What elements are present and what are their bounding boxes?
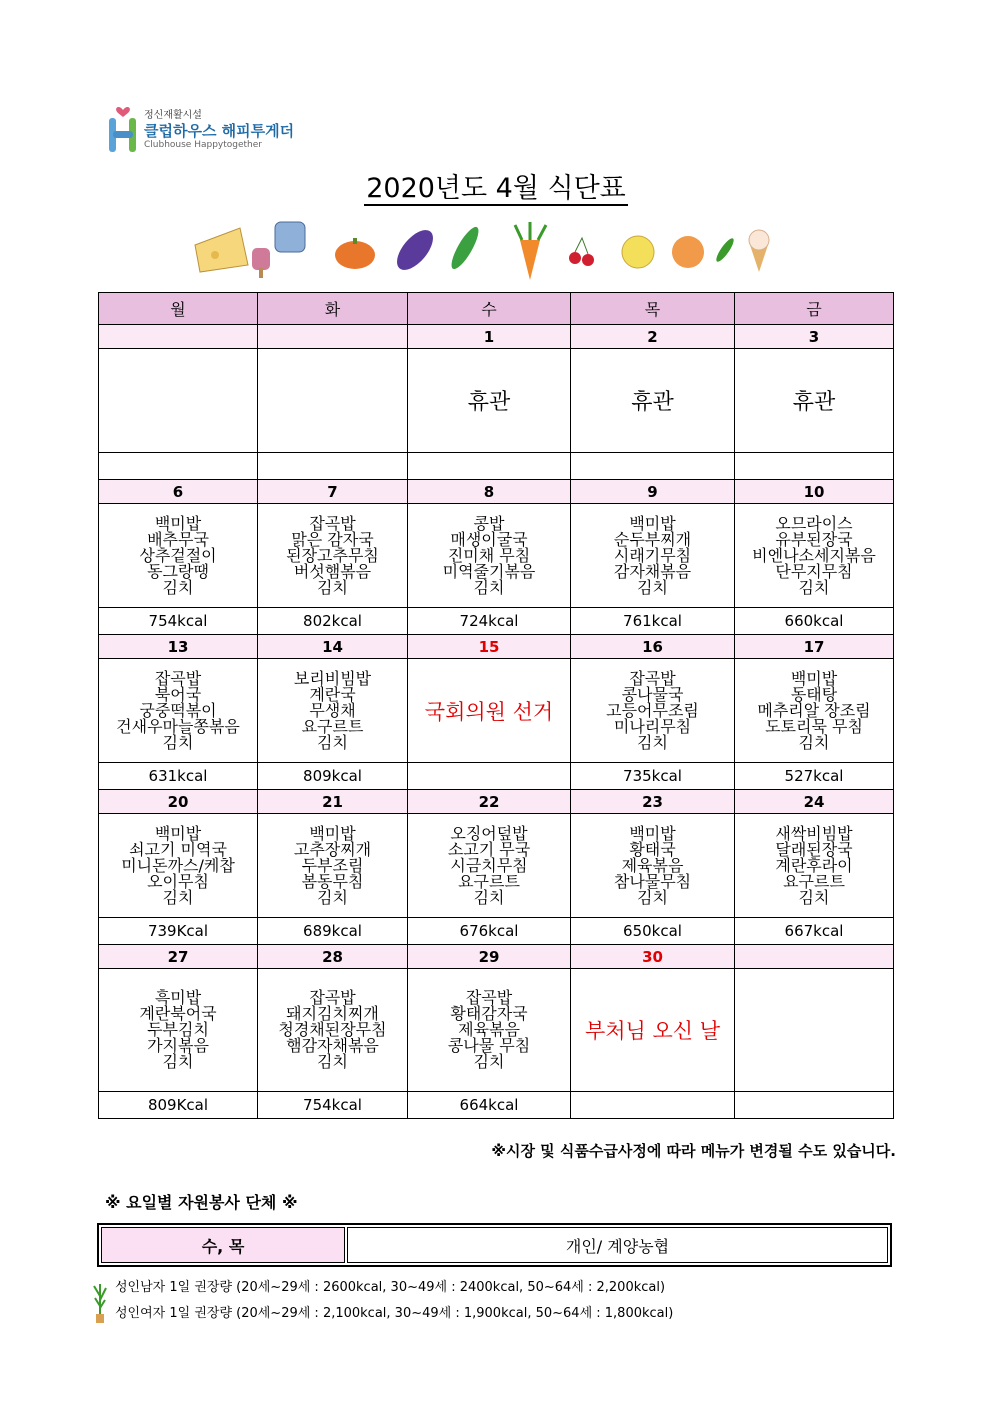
kcal-row (99, 1092, 894, 1119)
kcal-row (99, 453, 894, 480)
dish-item: 순두부찌개 (613, 529, 692, 549)
weekday-mon: 월 (99, 293, 258, 325)
dish-item: 콩나물 무침 (447, 1036, 531, 1055)
menu-cell (571, 814, 735, 918)
dish-item: 황태감자국 (450, 1004, 528, 1023)
weekday-header-row (99, 293, 894, 325)
dish-item: 김치 (162, 1052, 194, 1071)
dish-item: 쇠고기 미역국 (129, 839, 227, 859)
center-logo (105, 104, 305, 156)
menu-cell (258, 659, 408, 763)
dish-item: 두부조림 (301, 855, 364, 875)
dish-item: 백미밥 (629, 823, 676, 843)
date-cell (99, 325, 258, 349)
dish-item: 돼지김치찌개 (286, 1004, 379, 1023)
plant-icon (92, 1276, 108, 1324)
menu-cell (408, 504, 571, 608)
dish-item: 김치 (162, 577, 194, 597)
dish-item: 비엔나소세지볶음 (752, 545, 876, 565)
volunteer-section-title: ※ 요일별 자원봉사 단체 ※ (105, 1193, 298, 1212)
dish-item: 흑미밥 (154, 988, 202, 1007)
kcal-cell: 754kcal (258, 1092, 408, 1119)
date-cell: 28 (258, 945, 408, 969)
dish-item: 오이무침 (147, 871, 209, 891)
kcal-cell (258, 453, 408, 480)
kcal-row (99, 608, 894, 635)
menu-cell (99, 504, 258, 608)
menu-cell (571, 504, 735, 608)
dish-item: 버섯햄볶음 (293, 561, 372, 581)
date-row (99, 325, 894, 349)
menu-row (99, 659, 894, 763)
date-cell: 20 (99, 790, 258, 814)
volunteer-group: 개인/ 계양농협 (347, 1227, 888, 1263)
dish-item: 두부김치 (147, 1020, 209, 1039)
pumpkin-icon (335, 238, 375, 269)
dish-item: 햄감자채볶음 (286, 1036, 379, 1055)
menu-cell (735, 504, 894, 608)
menu-cell (571, 659, 735, 763)
dish-item: 메추리알 장조림 (757, 700, 871, 720)
date-cell: 9 (571, 480, 735, 504)
ice-cream-icon (749, 230, 769, 272)
date-cell: 27 (99, 945, 258, 969)
kcal-cell: 527kcal (735, 763, 894, 790)
dish-item: 김치 (317, 1052, 348, 1071)
dish-item: 미역줄기볶음 (442, 561, 536, 581)
kcal-cell: 664kcal (408, 1092, 571, 1119)
dish-item: 김치 (637, 887, 668, 907)
date-cell: 21 (258, 790, 408, 814)
menu-cell (735, 659, 894, 763)
pepper-icon (714, 236, 737, 264)
dish-item: 백미밥 (790, 668, 838, 688)
kcal-cell: 809Kcal (99, 1092, 258, 1119)
menu-cell (99, 814, 258, 918)
date-cell: 7 (258, 480, 408, 504)
menu-cell (99, 659, 258, 763)
weekday-fri: 금 (735, 293, 894, 325)
dish-item: 백미밥 (629, 513, 676, 533)
menu-cell (735, 969, 894, 1092)
carrot-icon (515, 222, 546, 280)
dish-item: 잡곡밥 (629, 668, 676, 688)
cherry-icon (569, 238, 594, 266)
date-cell: 2 (571, 325, 735, 349)
dish-item: 김치 (637, 732, 668, 752)
dish-item: 잡곡밥 (465, 988, 513, 1007)
date-row (99, 480, 894, 504)
kcal-row (99, 763, 894, 790)
volunteer-day: 수, 목 (101, 1227, 345, 1263)
page-title: 2020년도 4월 식단표 (366, 173, 626, 204)
menu-cell (258, 969, 408, 1092)
dish-item: 김치 (317, 732, 348, 752)
apple-icon (622, 236, 654, 268)
kcal-cell (571, 453, 735, 480)
kcal-cell (735, 453, 894, 480)
dish-item: 단무지무침 (775, 561, 853, 581)
meal-calendar-table (98, 292, 894, 1119)
date-cell (735, 945, 894, 969)
kcal-cell: 761kcal (571, 608, 735, 635)
date-cell: 3 (735, 325, 894, 349)
kcal-cell: 667kcal (735, 918, 894, 945)
dish-item: 북어국 (154, 684, 202, 704)
kcal-cell (408, 763, 571, 790)
date-cell: 10 (735, 480, 894, 504)
kcal-cell (99, 453, 258, 480)
dish-item: 오징어덮밥 (450, 823, 528, 843)
closed-label: 휴관 (571, 349, 735, 453)
dish-item: 고등어무조림 (606, 700, 699, 720)
kcal-cell: 660kcal (735, 608, 894, 635)
dish-item: 백미밥 (154, 823, 202, 843)
dish-item: 김치 (162, 732, 194, 752)
dish-item: 상추겉절이 (139, 545, 217, 565)
menu-change-notice: ※시장 및 식품수급사정에 따라 메뉴가 변경될 수도 있습니다. (491, 1142, 896, 1160)
dish-item: 도토리묵 무침 (765, 716, 863, 736)
kcal-cell (571, 1092, 735, 1119)
pumpkin-icon (672, 236, 704, 268)
ice-pop-icon (252, 248, 270, 278)
dish-item: 청경채된장무침 (278, 1020, 387, 1039)
dish-item: 김치 (473, 577, 505, 597)
dish-item: 김치 (798, 732, 830, 752)
menu-row (99, 349, 894, 453)
logo-h-icon (105, 104, 141, 154)
menu-cell (258, 814, 408, 918)
dish-item: 김치 (798, 887, 830, 907)
dish-item: 계란후라이 (775, 855, 853, 875)
dish-item: 계란북어국 (139, 1004, 217, 1023)
recommend-male: 성인남자 1일 권장량 (20세~29세 : 2600kcal, 30~49세 : 2400kcal, 50~64세 : 2,200kcal) (115, 1280, 666, 1295)
date-cell: 17 (735, 635, 894, 659)
kcal-cell: 631kcal (99, 763, 258, 790)
kcal-cell: 802kcal (258, 608, 408, 635)
dish-item: 백미밥 (309, 823, 356, 843)
dish-item: 콩밥 (473, 513, 505, 533)
dish-item: 요구르트 (458, 871, 520, 891)
dish-item: 맑은 감자국 (291, 529, 374, 549)
holiday-label: 국회의원 선거 (408, 659, 571, 763)
dish-item: 김치 (637, 577, 668, 597)
dish-item: 시금치무침 (450, 855, 528, 875)
closed-label: 휴관 (735, 349, 894, 453)
kcal-row (99, 918, 894, 945)
date-cell: 14 (258, 635, 408, 659)
dish-item: 제육볶음 (458, 1020, 520, 1039)
holiday-date-cell: 30 (571, 945, 735, 969)
date-cell: 22 (408, 790, 571, 814)
dish-item: 된장고추무침 (286, 545, 379, 565)
dish-item: 김치 (473, 887, 505, 907)
menu-row (99, 504, 894, 608)
dish-item: 김치 (162, 887, 194, 907)
dish-item: 가지볶음 (147, 1036, 209, 1055)
recommend-female: 성인여자 1일 권장량 (20세~29세 : 2,100kcal, 30~49세 : 1,900kcal, 50~64세 : 1,800kcal) (115, 1306, 674, 1321)
dish-item: 진미채 무침 (447, 545, 531, 565)
holiday-label: 부처님 오신 날 (571, 969, 735, 1092)
dish-item: 요구르트 (783, 871, 845, 891)
date-cell: 6 (99, 480, 258, 504)
food-banner (170, 210, 780, 280)
dish-item: 잡곡밥 (309, 513, 356, 533)
date-row (99, 635, 894, 659)
dish-item: 봄동무침 (301, 871, 364, 891)
dish-item: 제육볶음 (621, 855, 684, 875)
dish-item: 김치 (317, 887, 348, 907)
kcal-cell: 724kcal (408, 608, 571, 635)
dish-item: 달래된장국 (775, 839, 853, 859)
dish-item: 잡곡밥 (309, 988, 356, 1007)
date-cell (258, 325, 408, 349)
dish-item: 보리비빔밥 (293, 668, 372, 688)
dish-item: 새싹비빔밥 (775, 823, 853, 843)
menu-cell (735, 814, 894, 918)
eggplant-icon (390, 224, 439, 276)
menu-cell (99, 969, 258, 1092)
dish-item: 감자채볶음 (613, 561, 692, 581)
dish-item: 계란국 (309, 684, 356, 704)
menu-row (99, 814, 894, 918)
menu-row (99, 969, 894, 1092)
closed-label: 휴관 (408, 349, 571, 453)
jar-icon (275, 222, 305, 252)
dish-item: 동그랑땡 (147, 561, 209, 581)
date-cell: 1 (408, 325, 571, 349)
dish-item: 건새우마늘쫑볶음 (116, 716, 240, 736)
kcal-cell: 650kcal (571, 918, 735, 945)
menu-cell (408, 814, 571, 918)
date-row (99, 790, 894, 814)
dish-item: 김치 (798, 577, 830, 597)
dish-item: 김치 (473, 1052, 505, 1071)
dish-item: 미나리무침 (613, 716, 692, 736)
logo-english: Clubhouse Happytogether (144, 140, 262, 150)
dish-item: 요구르트 (301, 716, 364, 736)
kcal-cell (735, 1092, 894, 1119)
menu-cell (258, 504, 408, 608)
dish-item: 콩나물국 (621, 684, 684, 704)
dish-item: 황태국 (629, 839, 676, 859)
kcal-cell: 735kcal (571, 763, 735, 790)
dish-item: 동태탕 (790, 684, 838, 704)
date-cell: 8 (408, 480, 571, 504)
menu-cell (408, 969, 571, 1092)
date-row (99, 945, 894, 969)
dish-item: 고추장찌개 (293, 839, 372, 859)
date-cell: 13 (99, 635, 258, 659)
holiday-date-cell: 15 (408, 635, 571, 659)
kcal-cell: 754kcal (99, 608, 258, 635)
dish-item: 유부된장국 (775, 529, 853, 549)
dish-item: 매생이굴국 (450, 529, 528, 549)
cucumber-icon (447, 224, 483, 273)
dish-item: 김치 (317, 577, 348, 597)
date-cell: 29 (408, 945, 571, 969)
kcal-cell: 809kcal (258, 763, 408, 790)
kcal-cell: 739Kcal (99, 918, 258, 945)
dish-item: 소고기 무국 (447, 839, 531, 859)
dish-item: 백미밥 (154, 513, 202, 533)
dish-item: 시래기무침 (613, 545, 692, 565)
weekday-wed: 수 (408, 293, 571, 325)
logo-subtitle: 정신재활시설 (144, 110, 202, 121)
dish-item: 미니돈까스/케찹 (121, 855, 235, 875)
logo-name: 클럽하우스 해피투게더 (144, 122, 295, 140)
date-cell: 23 (571, 790, 735, 814)
cheese-icon (195, 228, 248, 272)
dish-item: 잡곡밥 (154, 668, 202, 688)
dish-item: 배추무국 (147, 529, 209, 549)
volunteer-table (97, 1223, 892, 1267)
kcal-cell (408, 453, 571, 480)
weekday-tue: 화 (258, 293, 408, 325)
kcal-cell: 689kcal (258, 918, 408, 945)
weekday-thu: 목 (571, 293, 735, 325)
dish-item: 오므라이스 (775, 513, 853, 533)
kcal-cell: 676kcal (408, 918, 571, 945)
dish-item: 궁중떡볶이 (139, 700, 217, 720)
date-cell: 24 (735, 790, 894, 814)
dish-item: 참나물무침 (613, 871, 692, 891)
menu-cell (258, 349, 408, 453)
menu-cell (99, 349, 258, 453)
date-cell: 16 (571, 635, 735, 659)
dish-item: 무생채 (309, 700, 356, 720)
